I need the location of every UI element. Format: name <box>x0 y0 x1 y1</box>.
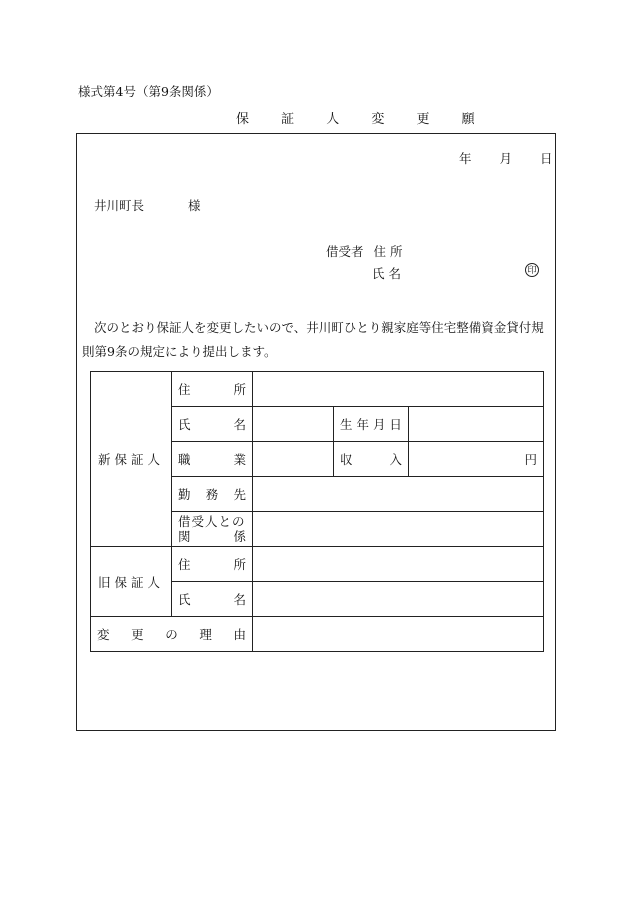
applicant-label: 借受者 <box>326 244 364 259</box>
applicant-name-label: 氏 名 <box>372 266 401 281</box>
relationship-field[interactable] <box>253 512 544 547</box>
table-row <box>91 372 544 407</box>
birthdate-label: 生 年 月 日 <box>334 407 409 442</box>
document-title: 保 証 人 変 更 願 <box>236 112 489 127</box>
addressee-name: 井川町長 <box>94 198 145 213</box>
table-row <box>91 547 544 582</box>
new-guarantor-label: 新保証人 <box>91 372 172 547</box>
old-name-field[interactable] <box>253 582 544 617</box>
new-address-label: 住 所 <box>172 372 253 407</box>
workplace-label: 勤 務 先 <box>172 477 253 512</box>
reason-field[interactable] <box>253 617 544 652</box>
addressee-honorific: 様 <box>188 198 201 213</box>
old-address-field[interactable] <box>253 547 544 582</box>
table-row <box>91 617 544 652</box>
old-guarantor-label: 旧保証人 <box>91 547 172 617</box>
date-month-label: 月 <box>499 151 513 166</box>
new-address-field[interactable] <box>253 372 544 407</box>
new-name-field[interactable] <box>253 407 334 442</box>
applicant-address-label: 住 所 <box>373 244 403 259</box>
occupation-field[interactable] <box>253 442 334 477</box>
form-number: 様式第4号（第9条関係） <box>78 84 219 99</box>
old-address-label: 住 所 <box>172 547 253 582</box>
income-label: 収 入 <box>334 442 409 477</box>
new-name-label: 氏 名 <box>172 407 253 442</box>
date-day-label: 日 <box>540 151 553 166</box>
relationship-label: 借受人との 関 係 <box>172 512 253 547</box>
old-name-label: 氏 名 <box>172 582 253 617</box>
guarantor-table <box>90 371 544 652</box>
workplace-field[interactable] <box>253 477 544 512</box>
applicant-address-row <box>326 242 402 260</box>
addressee <box>94 196 201 214</box>
reason-label: 変 更 の 理 由 <box>91 617 253 652</box>
birthdate-field[interactable] <box>409 407 544 442</box>
body-text: 次のとおり保証人を変更したいので、井川町ひとり親家庭等住宅整備資金貸付規則第9条の規定により提出します。 <box>82 320 544 359</box>
seal-mark: 印 <box>525 263 539 277</box>
date-line <box>459 149 553 167</box>
occupation-label: 職 業 <box>172 442 253 477</box>
income-unit: 円 <box>524 452 538 467</box>
income-field[interactable] <box>409 442 544 477</box>
date-year-label: 年 <box>459 151 472 166</box>
